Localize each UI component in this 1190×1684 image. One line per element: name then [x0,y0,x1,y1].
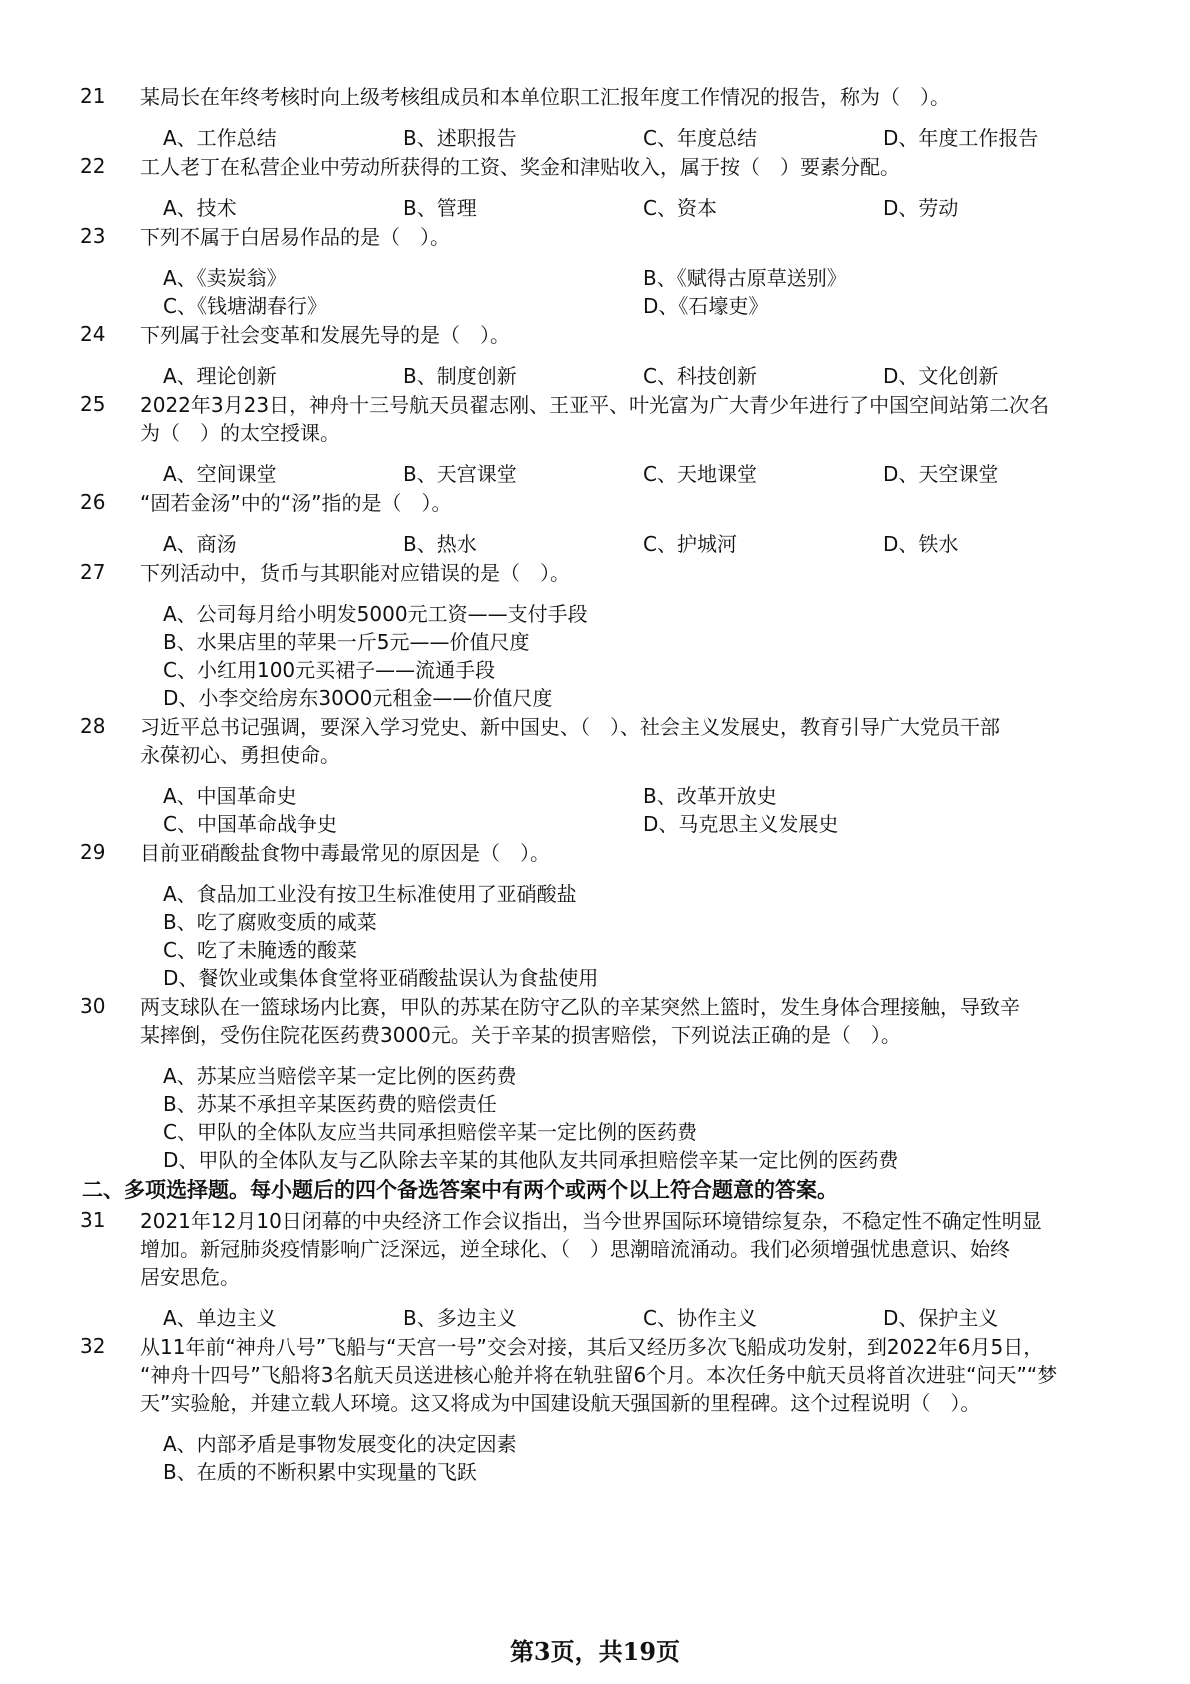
option-c[interactable]: C、协作主义 [643,1306,757,1330]
option-b[interactable]: B、苏某不承担辛某医药费的赔偿责任 [163,1092,497,1116]
option-d[interactable]: D、《石壕吏》 [643,294,769,318]
option-d[interactable]: D、餐饮业或集体食堂将亚硝酸盐误认为食盐使用 [163,966,599,990]
option-a[interactable]: A、《卖炭翁》 [163,266,287,290]
question-stem-line: 习近平总书记强调，要深入学习党史、新中国史、（ ）、社会主义发展史，教育引导广大党员干部 [140,715,1000,739]
option-b[interactable]: B、多边主义 [403,1306,517,1330]
question-number: 25 [80,392,106,416]
option-d[interactable]: D、劳动 [883,196,959,220]
question-stem-line: 从11年前“神舟八号”飞船与“天宫一号”交会对接，其后又经历多次飞船成功发射，到2022年6月5日， [140,1335,1044,1359]
option-b[interactable]: B、述职报告 [403,126,517,150]
option-c[interactable]: C、资本 [643,196,717,220]
question-number: 29 [80,840,106,864]
option-b[interactable]: B、制度创新 [403,364,517,388]
question-stem: 下列不属于白居易作品的是（ ）。 [140,225,450,249]
option-d[interactable]: D、文化创新 [883,364,999,388]
question-stem-line: 2021年12月10日闭幕的中央经济工作会议指出，当今世界国际环境错综复杂，不稳定性不确定性明显 [140,1209,1042,1233]
question-number: 27 [80,560,106,584]
question-stem-line: “神舟十四号”飞船将3名航天员送进核心舱并将在轨驻留6个月。本次任务中航天员将首次进驻“问天”“梦 [140,1363,1058,1387]
option-a[interactable]: A、食品加工业没有按卫生标准使用了亚硝酸盐 [163,882,577,906]
option-d[interactable]: D、保护主义 [883,1306,999,1330]
option-a[interactable]: A、苏某应当赔偿辛某一定比例的医药费 [163,1064,517,1088]
question-stem: 目前亚硝酸盐食物中毒最常见的原因是（ ）。 [140,841,550,865]
option-a[interactable]: A、空间课堂 [163,462,277,486]
question-stem-line: 某摔倒，受伤住院花医药费3000元。关于辛某的损害赔偿，下列说法正确的是（ ）。 [140,1023,901,1047]
option-c[interactable]: C、科技创新 [643,364,757,388]
section-heading: 二、多项选择题。每小题后的四个备选答案中有两个或两个以上符合题意的答案。 [82,1178,838,1202]
question-stem: 下列活动中，货币与其职能对应错误的是（ ）。 [140,561,570,585]
question-stem: 工人老丁在私营企业中劳动所获得的工资、奖金和津贴收入，属于按（ ）要素分配。 [140,155,900,179]
question-stem-line: 永葆初心、勇担使命。 [140,743,340,767]
question-number: 28 [80,714,106,738]
question-stem-line: 增加。新冠肺炎疫情影响广泛深远，逆全球化、（ ）思潮暗流涌动。我们必须增强忧患意识、始终 [140,1237,1010,1261]
question-stem: “固若金汤”中的“汤”指的是（ ）。 [140,491,452,515]
option-c[interactable]: C、甲队的全体队友应当共同承担赔偿辛某一定比例的医药费 [163,1120,697,1144]
option-c[interactable]: C、护城河 [643,532,737,556]
option-a[interactable]: A、单边主义 [163,1306,277,1330]
question-number: 31 [80,1208,106,1232]
option-a[interactable]: A、技术 [163,196,237,220]
option-c[interactable]: C、天地课堂 [643,462,757,486]
question-number: 23 [80,224,106,248]
option-b[interactable]: B、《赋得古原草送别》 [643,266,847,290]
question-stem-line: 两支球队在一篮球场内比赛，甲队的苏某在防守乙队的辛某突然上篮时，发生身体合理接触，导致辛 [140,995,1020,1019]
question-number: 30 [80,994,106,1018]
option-d[interactable]: D、小李交给房东30O0元租金——价值尺度 [163,686,553,710]
question-number: 21 [80,84,106,108]
option-c[interactable]: C、吃了未腌透的酸菜 [163,938,357,962]
option-d[interactable]: D、马克思主义发展史 [643,812,839,836]
option-b[interactable]: B、改革开放史 [643,784,777,808]
question-stem-line: 天”实验舱，并建立载人环境。这又将成为中国建设航天强国新的里程碑。这个过程说明（ ）。 [140,1391,981,1415]
option-d[interactable]: D、天空课堂 [883,462,999,486]
option-a[interactable]: A、商汤 [163,532,237,556]
question-number: 24 [80,322,106,346]
option-d[interactable]: D、铁水 [883,532,959,556]
question-stem-line: 2022年3月23日，神舟十三号航天员翟志刚、王亚平、叶光富为广大青少年进行了中国空间站第二次名 [140,393,1050,417]
option-a[interactable]: A、中国革命史 [163,784,297,808]
option-b[interactable]: B、天宫课堂 [403,462,517,486]
question-number: 26 [80,490,106,514]
option-b[interactable]: B、热水 [403,532,477,556]
question-stem: 下列属于社会变革和发展先导的是（ ）。 [140,323,510,347]
option-d[interactable]: D、甲队的全体队友与乙队除去辛某的其他队友共同承担赔偿辛某一定比例的医药费 [163,1148,899,1172]
option-c[interactable]: C、年度总结 [643,126,757,150]
option-b[interactable]: B、在质的不断积累中实现量的飞跃 [163,1460,477,1484]
question-number: 32 [80,1334,106,1358]
option-a[interactable]: A、公司每月给小明发5000元工资——支付手段 [163,602,588,626]
option-b[interactable]: B、水果店里的苹果一斤5元——价值尺度 [163,630,530,654]
option-b[interactable]: B、管理 [403,196,477,220]
option-c[interactable]: C、小红用100元买裙子——流通手段 [163,658,496,682]
option-c[interactable]: C、《钱塘湖春行》 [163,294,327,318]
question-stem: 某局长在年终考核时向上级考核组成员和本单位职工汇报年度工作情况的报告，称为（ ）。 [140,85,950,109]
option-b[interactable]: B、吃了腐败变质的咸菜 [163,910,377,934]
option-a[interactable]: A、内部矛盾是事物发展变化的决定因素 [163,1432,517,1456]
question-number: 22 [80,154,106,178]
page-footer: 第3页，共19页 [509,1637,681,1666]
question-stem-line: 为（ ）的太空授课。 [140,421,340,445]
question-stem-line: 居安思危。 [140,1265,240,1289]
option-c[interactable]: C、中国革命战争史 [163,812,337,836]
option-d[interactable]: D、年度工作报告 [883,126,1039,150]
option-a[interactable]: A、理论创新 [163,364,277,388]
option-a[interactable]: A、工作总结 [163,126,277,150]
